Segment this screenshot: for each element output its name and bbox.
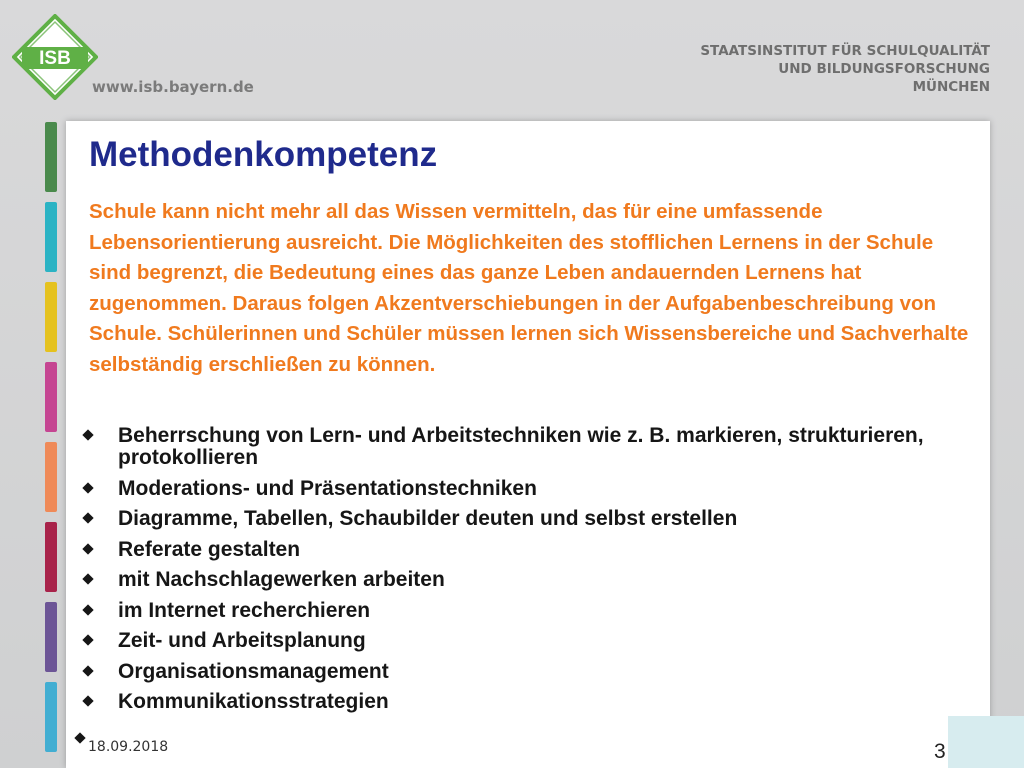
intro-paragraph: Schule kann nicht mehr all das Wissen vermitteln, das für eine umfassende Lebensorientierung ausreicht. Die Möglichkeiten des stofflichen Lernens in der Schule sind begrenzt, die Bedeutung eines das ganze Leben andauernden Lernens hat zugenommen. Daraus folgen Akzentverschiebungen in der Aufgabenbeschreibung von Schule. Schülerinnen und Schüler müssen lernen sich Wissensbereiche und Sachverhalte selbständig erschließen zu können. (89, 200, 969, 376)
list-item (80, 691, 970, 713)
stripe (45, 522, 57, 592)
institute-line: STAATSINSTITUT FÜR SCHULQUALITÄT (700, 43, 990, 59)
list-item (80, 661, 970, 683)
slide-content (66, 121, 990, 768)
diamond-bullet-icon (82, 665, 93, 676)
list-item (80, 478, 970, 500)
institute-line: UND BILDUNGSFORSCHUNG (778, 61, 990, 77)
color-stripes (45, 122, 57, 762)
diamond-bullet-icon (82, 543, 93, 554)
list-item-text: im Internet recherchieren (118, 598, 371, 622)
corner-decoration (948, 716, 1024, 768)
diamond-bullet-icon (82, 695, 93, 706)
stripe (45, 282, 57, 352)
list-item (80, 600, 970, 622)
website-url: www.isb.bayern.de (92, 78, 254, 96)
list-item-text: Referate gestalten (118, 537, 301, 561)
diamond-bullet-icon (74, 732, 85, 743)
diamond-bullet-icon (82, 634, 93, 645)
list-item (80, 425, 970, 469)
stripe (45, 122, 57, 192)
diamond-bullet-icon (82, 482, 93, 493)
list-item-text: Diagramme, Tabellen, Schaubilder deuten und selbst erstellen (118, 507, 738, 530)
stripe (45, 442, 57, 512)
list-item-text: Kommunikationsstrategien (118, 690, 389, 713)
bullet-list (80, 425, 970, 722)
diamond-bullet-icon (82, 429, 93, 440)
list-item-text: Zeit- und Arbeitsplanung (118, 629, 366, 652)
list-item (80, 630, 970, 652)
isb-logo (12, 14, 98, 100)
logo-text: ISB (39, 48, 71, 69)
diamond-bullet-icon (82, 512, 93, 523)
diamond-bullet-icon (82, 604, 93, 615)
list-item-text: mit Nachschlagewerken arbeiten (118, 568, 445, 591)
list-item-text: Beherrschung von Lern- und Arbeitstechniken wie z. B. markieren, strukturieren, protokollieren (118, 424, 924, 469)
slide-title: Methodenkompetenz (89, 135, 438, 174)
institute-name (700, 42, 990, 96)
list-item (80, 508, 970, 530)
page-number: 3 (934, 740, 946, 763)
stripe (45, 202, 57, 272)
list-item-text: Moderations- und Präsentationstechniken (118, 476, 537, 500)
slide-date: 18.09.2018 (88, 739, 169, 755)
stripe (45, 362, 57, 432)
institute-line: MÜNCHEN (912, 79, 990, 95)
stripe (45, 682, 57, 752)
stripe (45, 602, 57, 672)
list-item (80, 569, 970, 591)
diamond-bullet-icon (82, 573, 93, 584)
list-item (80, 539, 970, 561)
list-item-text: Organisationsmanagement (118, 659, 389, 683)
